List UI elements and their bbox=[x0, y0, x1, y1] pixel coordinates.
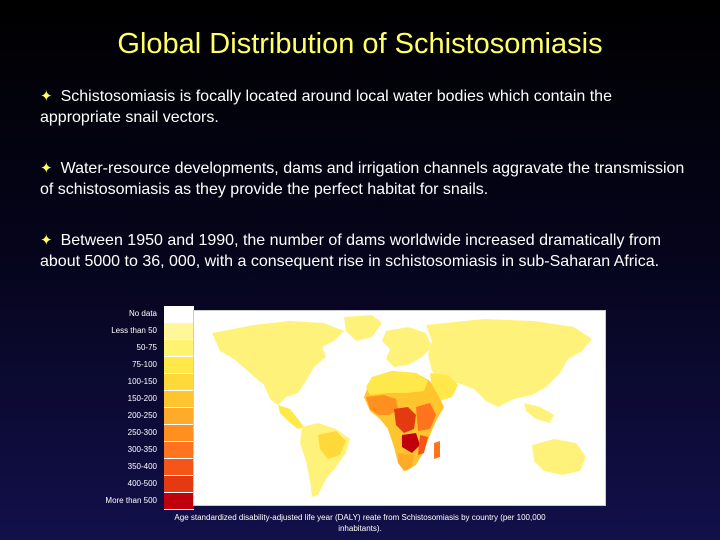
legend-label: 300-350 bbox=[127, 445, 157, 454]
legend-label: 400-500 bbox=[127, 479, 157, 488]
legend-label: 200-250 bbox=[127, 411, 157, 420]
legend-swatch bbox=[164, 476, 194, 493]
legend-label: 50-75 bbox=[136, 343, 157, 352]
world-map bbox=[193, 310, 606, 506]
bullet-item bbox=[40, 158, 690, 200]
bullet-item bbox=[40, 86, 690, 128]
legend-label: 350-400 bbox=[127, 462, 157, 471]
legend-row bbox=[96, 425, 194, 442]
legend-swatch bbox=[164, 306, 194, 323]
legend-swatch bbox=[164, 340, 194, 357]
legend-label: 100-150 bbox=[127, 377, 157, 386]
legend-row bbox=[96, 493, 194, 510]
legend-swatch bbox=[164, 408, 194, 425]
legend-label: 75-100 bbox=[132, 360, 157, 369]
legend-swatch bbox=[164, 493, 194, 510]
slide-title: Global Distribution of Schistosomiasis bbox=[117, 28, 603, 60]
four-point-star-icon: ✦ bbox=[40, 88, 53, 105]
legend-row bbox=[96, 374, 194, 391]
world-map-graphic bbox=[194, 311, 605, 505]
legend-row bbox=[96, 306, 194, 323]
legend-label: No data bbox=[128, 309, 157, 318]
four-point-star-icon: ✦ bbox=[40, 160, 53, 177]
legend-row bbox=[96, 340, 194, 357]
legend-swatch bbox=[164, 391, 194, 408]
map-legend bbox=[96, 306, 194, 510]
legend-row bbox=[96, 408, 194, 425]
map-caption: Age standardized disability-adjusted life year (DALY) reate from Schistosomiasis by country (per 100,000 inhabitants). bbox=[174, 513, 546, 533]
bullet-text: Water-resource developments, dams and irrigation channels aggravate the transmission of schistosomiasis as they provide the perfect habitat for snails. bbox=[40, 160, 685, 198]
bullet-text: Schistosomiasis is focally located around local water bodies which contain the appropriate snail vectors. bbox=[40, 88, 612, 126]
bullet-list bbox=[40, 86, 690, 302]
legend-row bbox=[96, 459, 194, 476]
legend-label: 250-300 bbox=[127, 428, 157, 437]
four-point-star-icon: ✦ bbox=[40, 232, 53, 249]
legend-label: More than 500 bbox=[105, 496, 157, 505]
bullet-text: Between 1950 and 1990, the number of dams worldwide increased dramatically from about 5000 to 36, 000, with a consequent rise in schistosomiasis in sub-Saharan Africa. bbox=[40, 232, 661, 270]
legend-swatch bbox=[164, 374, 194, 391]
legend-row bbox=[96, 323, 194, 340]
legend-swatch bbox=[164, 323, 194, 340]
legend-swatch bbox=[164, 425, 194, 442]
legend-swatch bbox=[164, 442, 194, 459]
madagascar-land bbox=[434, 441, 440, 459]
legend-label: 150-200 bbox=[127, 394, 157, 403]
legend-label: Less than 50 bbox=[111, 326, 157, 335]
legend-row bbox=[96, 391, 194, 408]
legend-swatch bbox=[164, 459, 194, 476]
legend-row bbox=[96, 442, 194, 459]
legend-row bbox=[96, 357, 194, 374]
bullet-item bbox=[40, 230, 690, 272]
legend-row bbox=[96, 476, 194, 493]
legend-swatch bbox=[164, 357, 194, 374]
